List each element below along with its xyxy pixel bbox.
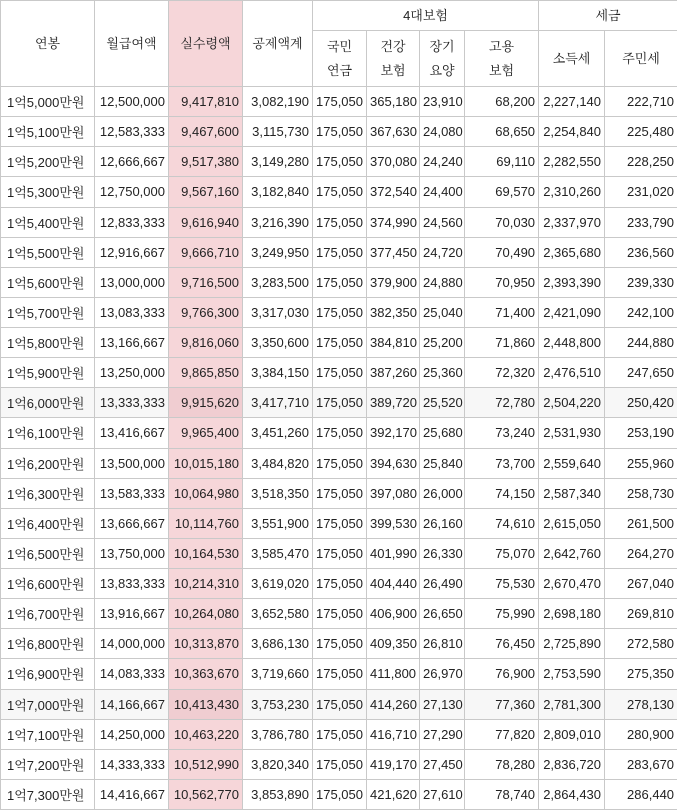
cell-deduction: 3,551,900 [243, 508, 313, 538]
cell-net: 10,512,990 [169, 749, 243, 779]
cell-deduction: 3,619,020 [243, 569, 313, 599]
cell-deduction: 3,753,230 [243, 689, 313, 719]
cell-net: 10,015,180 [169, 448, 243, 478]
cell-health: 411,800 [367, 659, 420, 689]
cell-health: 367,630 [367, 117, 420, 147]
cell-longterm: 24,080 [420, 117, 465, 147]
cell-employment: 74,150 [465, 478, 539, 508]
cell-resident-tax: 222,710 [605, 87, 677, 117]
cell-income-tax: 2,753,590 [539, 659, 605, 689]
header-monthly: 월급여액 [95, 1, 169, 87]
table-row [1, 719, 677, 749]
cell-resident-tax: 269,810 [605, 599, 677, 629]
cell-pension: 175,050 [313, 659, 367, 689]
cell-net: 9,517,380 [169, 147, 243, 177]
header-employment [465, 31, 539, 87]
cell-monthly: 12,666,667 [95, 147, 169, 177]
cell-health: 377,450 [367, 237, 420, 267]
cell-monthly: 13,416,667 [95, 418, 169, 448]
cell-employment: 75,990 [465, 599, 539, 629]
cell-health: 389,720 [367, 388, 420, 418]
cell-health: 399,530 [367, 508, 420, 538]
cell-employment: 75,070 [465, 538, 539, 568]
cell-longterm: 25,360 [420, 358, 465, 388]
cell-income-tax: 2,531,930 [539, 418, 605, 448]
cell-pension: 175,050 [313, 629, 367, 659]
cell-employment: 70,030 [465, 207, 539, 237]
cell-employment: 68,650 [465, 117, 539, 147]
cell-employment: 69,570 [465, 177, 539, 207]
cell-pension: 175,050 [313, 599, 367, 629]
cell-resident-tax: 228,250 [605, 147, 677, 177]
header-pension-line1: 국민 [327, 39, 352, 54]
header-income-tax: 소득세 [539, 31, 605, 87]
cell-salary: 1억5,800만원 [1, 328, 95, 358]
cell-longterm: 27,290 [420, 719, 465, 749]
cell-deduction: 3,317,030 [243, 297, 313, 327]
cell-income-tax: 2,615,050 [539, 508, 605, 538]
cell-health: 387,260 [367, 358, 420, 388]
cell-salary: 1억5,900만원 [1, 358, 95, 388]
cell-resident-tax: 242,100 [605, 297, 677, 327]
cell-salary: 1억5,200만원 [1, 147, 95, 177]
cell-health: 397,080 [367, 478, 420, 508]
cell-resident-tax: 278,130 [605, 689, 677, 719]
cell-salary: 1억6,500만원 [1, 538, 95, 568]
cell-income-tax: 2,698,180 [539, 599, 605, 629]
cell-longterm: 25,040 [420, 297, 465, 327]
cell-employment: 70,950 [465, 267, 539, 297]
cell-monthly: 13,666,667 [95, 508, 169, 538]
cell-monthly: 14,166,667 [95, 689, 169, 719]
cell-deduction: 3,686,130 [243, 629, 313, 659]
cell-resident-tax: 231,020 [605, 177, 677, 207]
cell-net: 9,666,710 [169, 237, 243, 267]
cell-longterm: 27,610 [420, 779, 465, 809]
cell-employment: 77,820 [465, 719, 539, 749]
cell-net: 10,214,310 [169, 569, 243, 599]
cell-resident-tax: 247,650 [605, 358, 677, 388]
cell-longterm: 26,970 [420, 659, 465, 689]
cell-monthly: 13,500,000 [95, 448, 169, 478]
cell-longterm: 25,200 [420, 328, 465, 358]
cell-longterm: 24,400 [420, 177, 465, 207]
cell-health: 409,350 [367, 629, 420, 659]
cell-income-tax: 2,448,800 [539, 328, 605, 358]
cell-resident-tax: 225,480 [605, 117, 677, 147]
table-row [1, 418, 677, 448]
cell-income-tax: 2,559,640 [539, 448, 605, 478]
table-row [1, 448, 677, 478]
cell-employment: 77,360 [465, 689, 539, 719]
header-health-line1: 건강 [380, 39, 405, 54]
cell-resident-tax: 253,190 [605, 418, 677, 448]
header-tax-group: 세금 [539, 1, 677, 31]
cell-employment: 70,490 [465, 237, 539, 267]
header-health-line2: 보험 [380, 63, 405, 78]
cell-employment: 74,610 [465, 508, 539, 538]
cell-employment: 76,900 [465, 659, 539, 689]
cell-deduction: 3,820,340 [243, 749, 313, 779]
cell-monthly: 12,500,000 [95, 87, 169, 117]
cell-pension: 175,050 [313, 177, 367, 207]
header-health [367, 31, 420, 87]
cell-income-tax: 2,670,470 [539, 569, 605, 599]
cell-employment: 71,860 [465, 328, 539, 358]
table-row [1, 87, 677, 117]
cell-salary: 1억5,500만원 [1, 237, 95, 267]
cell-resident-tax: 267,040 [605, 569, 677, 599]
cell-pension: 175,050 [313, 508, 367, 538]
cell-deduction: 3,216,390 [243, 207, 313, 237]
cell-resident-tax: 280,900 [605, 719, 677, 749]
cell-monthly: 14,250,000 [95, 719, 169, 749]
cell-monthly: 13,250,000 [95, 358, 169, 388]
cell-health: 404,440 [367, 569, 420, 599]
cell-deduction: 3,350,600 [243, 328, 313, 358]
table-row [1, 358, 677, 388]
cell-pension: 175,050 [313, 719, 367, 749]
table-row [1, 267, 677, 297]
cell-deduction: 3,786,780 [243, 719, 313, 749]
cell-net: 9,567,160 [169, 177, 243, 207]
cell-salary: 1억5,600만원 [1, 267, 95, 297]
cell-monthly: 12,750,000 [95, 177, 169, 207]
cell-income-tax: 2,365,680 [539, 237, 605, 267]
table-row [1, 599, 677, 629]
cell-deduction: 3,719,660 [243, 659, 313, 689]
cell-pension: 175,050 [313, 87, 367, 117]
cell-longterm: 26,000 [420, 478, 465, 508]
table-row [1, 779, 677, 809]
cell-monthly: 13,166,667 [95, 328, 169, 358]
cell-longterm: 25,520 [420, 388, 465, 418]
cell-net: 9,766,300 [169, 297, 243, 327]
cell-monthly: 14,000,000 [95, 629, 169, 659]
cell-income-tax: 2,587,340 [539, 478, 605, 508]
cell-deduction: 3,384,150 [243, 358, 313, 388]
cell-pension: 175,050 [313, 328, 367, 358]
header-insurance-group: 4대보험 [313, 1, 539, 31]
cell-pension: 175,050 [313, 478, 367, 508]
cell-health: 394,630 [367, 448, 420, 478]
cell-income-tax: 2,642,760 [539, 538, 605, 568]
cell-income-tax: 2,864,430 [539, 779, 605, 809]
table-row [1, 689, 677, 719]
table-row [1, 569, 677, 599]
cell-resident-tax: 239,330 [605, 267, 677, 297]
header-salary: 연봉 [1, 1, 95, 87]
cell-net: 9,865,850 [169, 358, 243, 388]
cell-resident-tax: 233,790 [605, 207, 677, 237]
cell-employment: 72,320 [465, 358, 539, 388]
table-row [1, 538, 677, 568]
cell-income-tax: 2,836,720 [539, 749, 605, 779]
cell-pension: 175,050 [313, 569, 367, 599]
table-row [1, 147, 677, 177]
cell-pension: 175,050 [313, 418, 367, 448]
cell-pension: 175,050 [313, 749, 367, 779]
cell-resident-tax: 264,270 [605, 538, 677, 568]
table-row [1, 478, 677, 508]
cell-deduction: 3,484,820 [243, 448, 313, 478]
cell-income-tax: 2,781,300 [539, 689, 605, 719]
cell-health: 372,540 [367, 177, 420, 207]
table-row [1, 207, 677, 237]
cell-monthly: 12,583,333 [95, 117, 169, 147]
cell-salary: 1억7,100만원 [1, 719, 95, 749]
cell-employment: 75,530 [465, 569, 539, 599]
cell-salary: 1억5,400만원 [1, 207, 95, 237]
cell-deduction: 3,149,280 [243, 147, 313, 177]
cell-deduction: 3,585,470 [243, 538, 313, 568]
cell-salary: 1억6,200만원 [1, 448, 95, 478]
cell-deduction: 3,249,950 [243, 237, 313, 267]
cell-pension: 175,050 [313, 267, 367, 297]
cell-health: 374,990 [367, 207, 420, 237]
cell-deduction: 3,853,890 [243, 779, 313, 809]
cell-monthly: 14,416,667 [95, 779, 169, 809]
cell-income-tax: 2,310,260 [539, 177, 605, 207]
cell-net: 10,064,980 [169, 478, 243, 508]
cell-pension: 175,050 [313, 538, 367, 568]
table-row [1, 749, 677, 779]
cell-net: 9,467,600 [169, 117, 243, 147]
cell-net: 10,114,760 [169, 508, 243, 538]
cell-deduction: 3,652,580 [243, 599, 313, 629]
cell-longterm: 27,450 [420, 749, 465, 779]
cell-deduction: 3,518,350 [243, 478, 313, 508]
cell-employment: 76,450 [465, 629, 539, 659]
cell-resident-tax: 272,580 [605, 629, 677, 659]
cell-pension: 175,050 [313, 779, 367, 809]
cell-monthly: 13,833,333 [95, 569, 169, 599]
cell-salary: 1억5,100만원 [1, 117, 95, 147]
cell-net: 9,616,940 [169, 207, 243, 237]
cell-health: 421,620 [367, 779, 420, 809]
cell-salary: 1억6,900만원 [1, 659, 95, 689]
cell-employment: 73,700 [465, 448, 539, 478]
header-resident-tax: 주민세 [605, 31, 677, 87]
cell-resident-tax: 258,730 [605, 478, 677, 508]
cell-employment: 71,400 [465, 297, 539, 327]
cell-salary: 1억6,600만원 [1, 569, 95, 599]
table-row [1, 328, 677, 358]
cell-net: 10,164,530 [169, 538, 243, 568]
cell-net: 10,413,430 [169, 689, 243, 719]
cell-longterm: 26,330 [420, 538, 465, 568]
cell-employment: 72,780 [465, 388, 539, 418]
cell-deduction: 3,115,730 [243, 117, 313, 147]
cell-deduction: 3,182,840 [243, 177, 313, 207]
cell-employment: 68,200 [465, 87, 539, 117]
cell-net: 9,915,620 [169, 388, 243, 418]
cell-resident-tax: 275,350 [605, 659, 677, 689]
table-header [1, 1, 677, 87]
cell-employment: 73,240 [465, 418, 539, 448]
header-longterm [420, 31, 465, 87]
cell-net: 9,417,810 [169, 87, 243, 117]
cell-resident-tax: 283,670 [605, 749, 677, 779]
cell-deduction: 3,082,190 [243, 87, 313, 117]
cell-salary: 1억6,300만원 [1, 478, 95, 508]
cell-health: 382,350 [367, 297, 420, 327]
header-net: 실수령액 [169, 1, 243, 87]
cell-net: 9,965,400 [169, 418, 243, 448]
table-row [1, 177, 677, 207]
cell-net: 9,816,060 [169, 328, 243, 358]
header-employment-line2: 보험 [489, 63, 514, 78]
cell-net: 10,363,670 [169, 659, 243, 689]
cell-health: 365,180 [367, 87, 420, 117]
cell-monthly: 13,000,000 [95, 267, 169, 297]
header-employment-line1: 고용 [489, 39, 514, 54]
cell-resident-tax: 250,420 [605, 388, 677, 418]
cell-longterm: 24,240 [420, 147, 465, 177]
cell-longterm: 26,810 [420, 629, 465, 659]
header-longterm-line1: 장기 [429, 39, 454, 54]
cell-longterm: 25,840 [420, 448, 465, 478]
header-deduction: 공제액계 [243, 1, 313, 87]
cell-income-tax: 2,254,840 [539, 117, 605, 147]
cell-employment: 78,280 [465, 749, 539, 779]
cell-income-tax: 2,809,010 [539, 719, 605, 749]
cell-longterm: 24,720 [420, 237, 465, 267]
cell-health: 379,900 [367, 267, 420, 297]
cell-monthly: 13,750,000 [95, 538, 169, 568]
cell-resident-tax: 244,880 [605, 328, 677, 358]
cell-longterm: 24,880 [420, 267, 465, 297]
cell-monthly: 13,583,333 [95, 478, 169, 508]
cell-employment: 78,740 [465, 779, 539, 809]
cell-income-tax: 2,476,510 [539, 358, 605, 388]
cell-health: 406,900 [367, 599, 420, 629]
cell-longterm: 26,160 [420, 508, 465, 538]
cell-income-tax: 2,725,890 [539, 629, 605, 659]
cell-salary: 1억5,700만원 [1, 297, 95, 327]
cell-longterm: 26,650 [420, 599, 465, 629]
cell-income-tax: 2,227,140 [539, 87, 605, 117]
cell-pension: 175,050 [313, 358, 367, 388]
cell-resident-tax: 236,560 [605, 237, 677, 267]
cell-health: 370,080 [367, 147, 420, 177]
cell-salary: 1억6,000만원 [1, 388, 95, 418]
header-longterm-line2: 요양 [429, 63, 454, 78]
cell-net: 10,463,220 [169, 719, 243, 749]
cell-longterm: 27,130 [420, 689, 465, 719]
cell-net: 9,716,500 [169, 267, 243, 297]
cell-monthly: 13,083,333 [95, 297, 169, 327]
table-row [1, 297, 677, 327]
cell-pension: 175,050 [313, 297, 367, 327]
table-row [1, 629, 677, 659]
cell-health: 419,170 [367, 749, 420, 779]
cell-deduction: 3,451,260 [243, 418, 313, 448]
cell-salary: 1억6,800만원 [1, 629, 95, 659]
cell-pension: 175,050 [313, 237, 367, 267]
cell-salary: 1억7,000만원 [1, 689, 95, 719]
header-row-top [1, 1, 677, 31]
cell-deduction: 3,283,500 [243, 267, 313, 297]
header-pension [313, 31, 367, 87]
cell-salary: 1억6,100만원 [1, 418, 95, 448]
cell-salary: 1억6,400만원 [1, 508, 95, 538]
cell-health: 392,170 [367, 418, 420, 448]
cell-longterm: 24,560 [420, 207, 465, 237]
cell-resident-tax: 255,960 [605, 448, 677, 478]
cell-monthly: 13,333,333 [95, 388, 169, 418]
cell-health: 414,260 [367, 689, 420, 719]
cell-income-tax: 2,337,970 [539, 207, 605, 237]
cell-income-tax: 2,393,390 [539, 267, 605, 297]
cell-employment: 69,110 [465, 147, 539, 177]
cell-net: 10,264,080 [169, 599, 243, 629]
cell-resident-tax: 261,500 [605, 508, 677, 538]
cell-pension: 175,050 [313, 207, 367, 237]
table-row [1, 659, 677, 689]
cell-net: 10,313,870 [169, 629, 243, 659]
cell-pension: 175,050 [313, 448, 367, 478]
cell-net: 10,562,770 [169, 779, 243, 809]
table-body [1, 87, 677, 810]
cell-health: 401,990 [367, 538, 420, 568]
cell-longterm: 25,680 [420, 418, 465, 448]
cell-salary: 1억6,700만원 [1, 599, 95, 629]
cell-pension: 175,050 [313, 388, 367, 418]
cell-salary: 1억5,000만원 [1, 87, 95, 117]
cell-health: 384,810 [367, 328, 420, 358]
cell-income-tax: 2,504,220 [539, 388, 605, 418]
table-row [1, 117, 677, 147]
cell-health: 416,710 [367, 719, 420, 749]
cell-pension: 175,050 [313, 117, 367, 147]
cell-monthly: 14,083,333 [95, 659, 169, 689]
cell-monthly: 12,916,667 [95, 237, 169, 267]
cell-longterm: 23,910 [420, 87, 465, 117]
cell-salary: 1억7,300만원 [1, 779, 95, 809]
table-row [1, 508, 677, 538]
cell-pension: 175,050 [313, 147, 367, 177]
cell-deduction: 3,417,710 [243, 388, 313, 418]
cell-resident-tax: 286,440 [605, 779, 677, 809]
cell-salary: 1억5,300만원 [1, 177, 95, 207]
table-row [1, 237, 677, 267]
table-row [1, 388, 677, 418]
cell-income-tax: 2,282,550 [539, 147, 605, 177]
cell-monthly: 12,833,333 [95, 207, 169, 237]
cell-pension: 175,050 [313, 689, 367, 719]
cell-longterm: 26,490 [420, 569, 465, 599]
cell-monthly: 13,916,667 [95, 599, 169, 629]
cell-salary: 1억7,200만원 [1, 749, 95, 779]
cell-income-tax: 2,421,090 [539, 297, 605, 327]
header-pension-line2: 연금 [327, 63, 352, 78]
cell-monthly: 14,333,333 [95, 749, 169, 779]
